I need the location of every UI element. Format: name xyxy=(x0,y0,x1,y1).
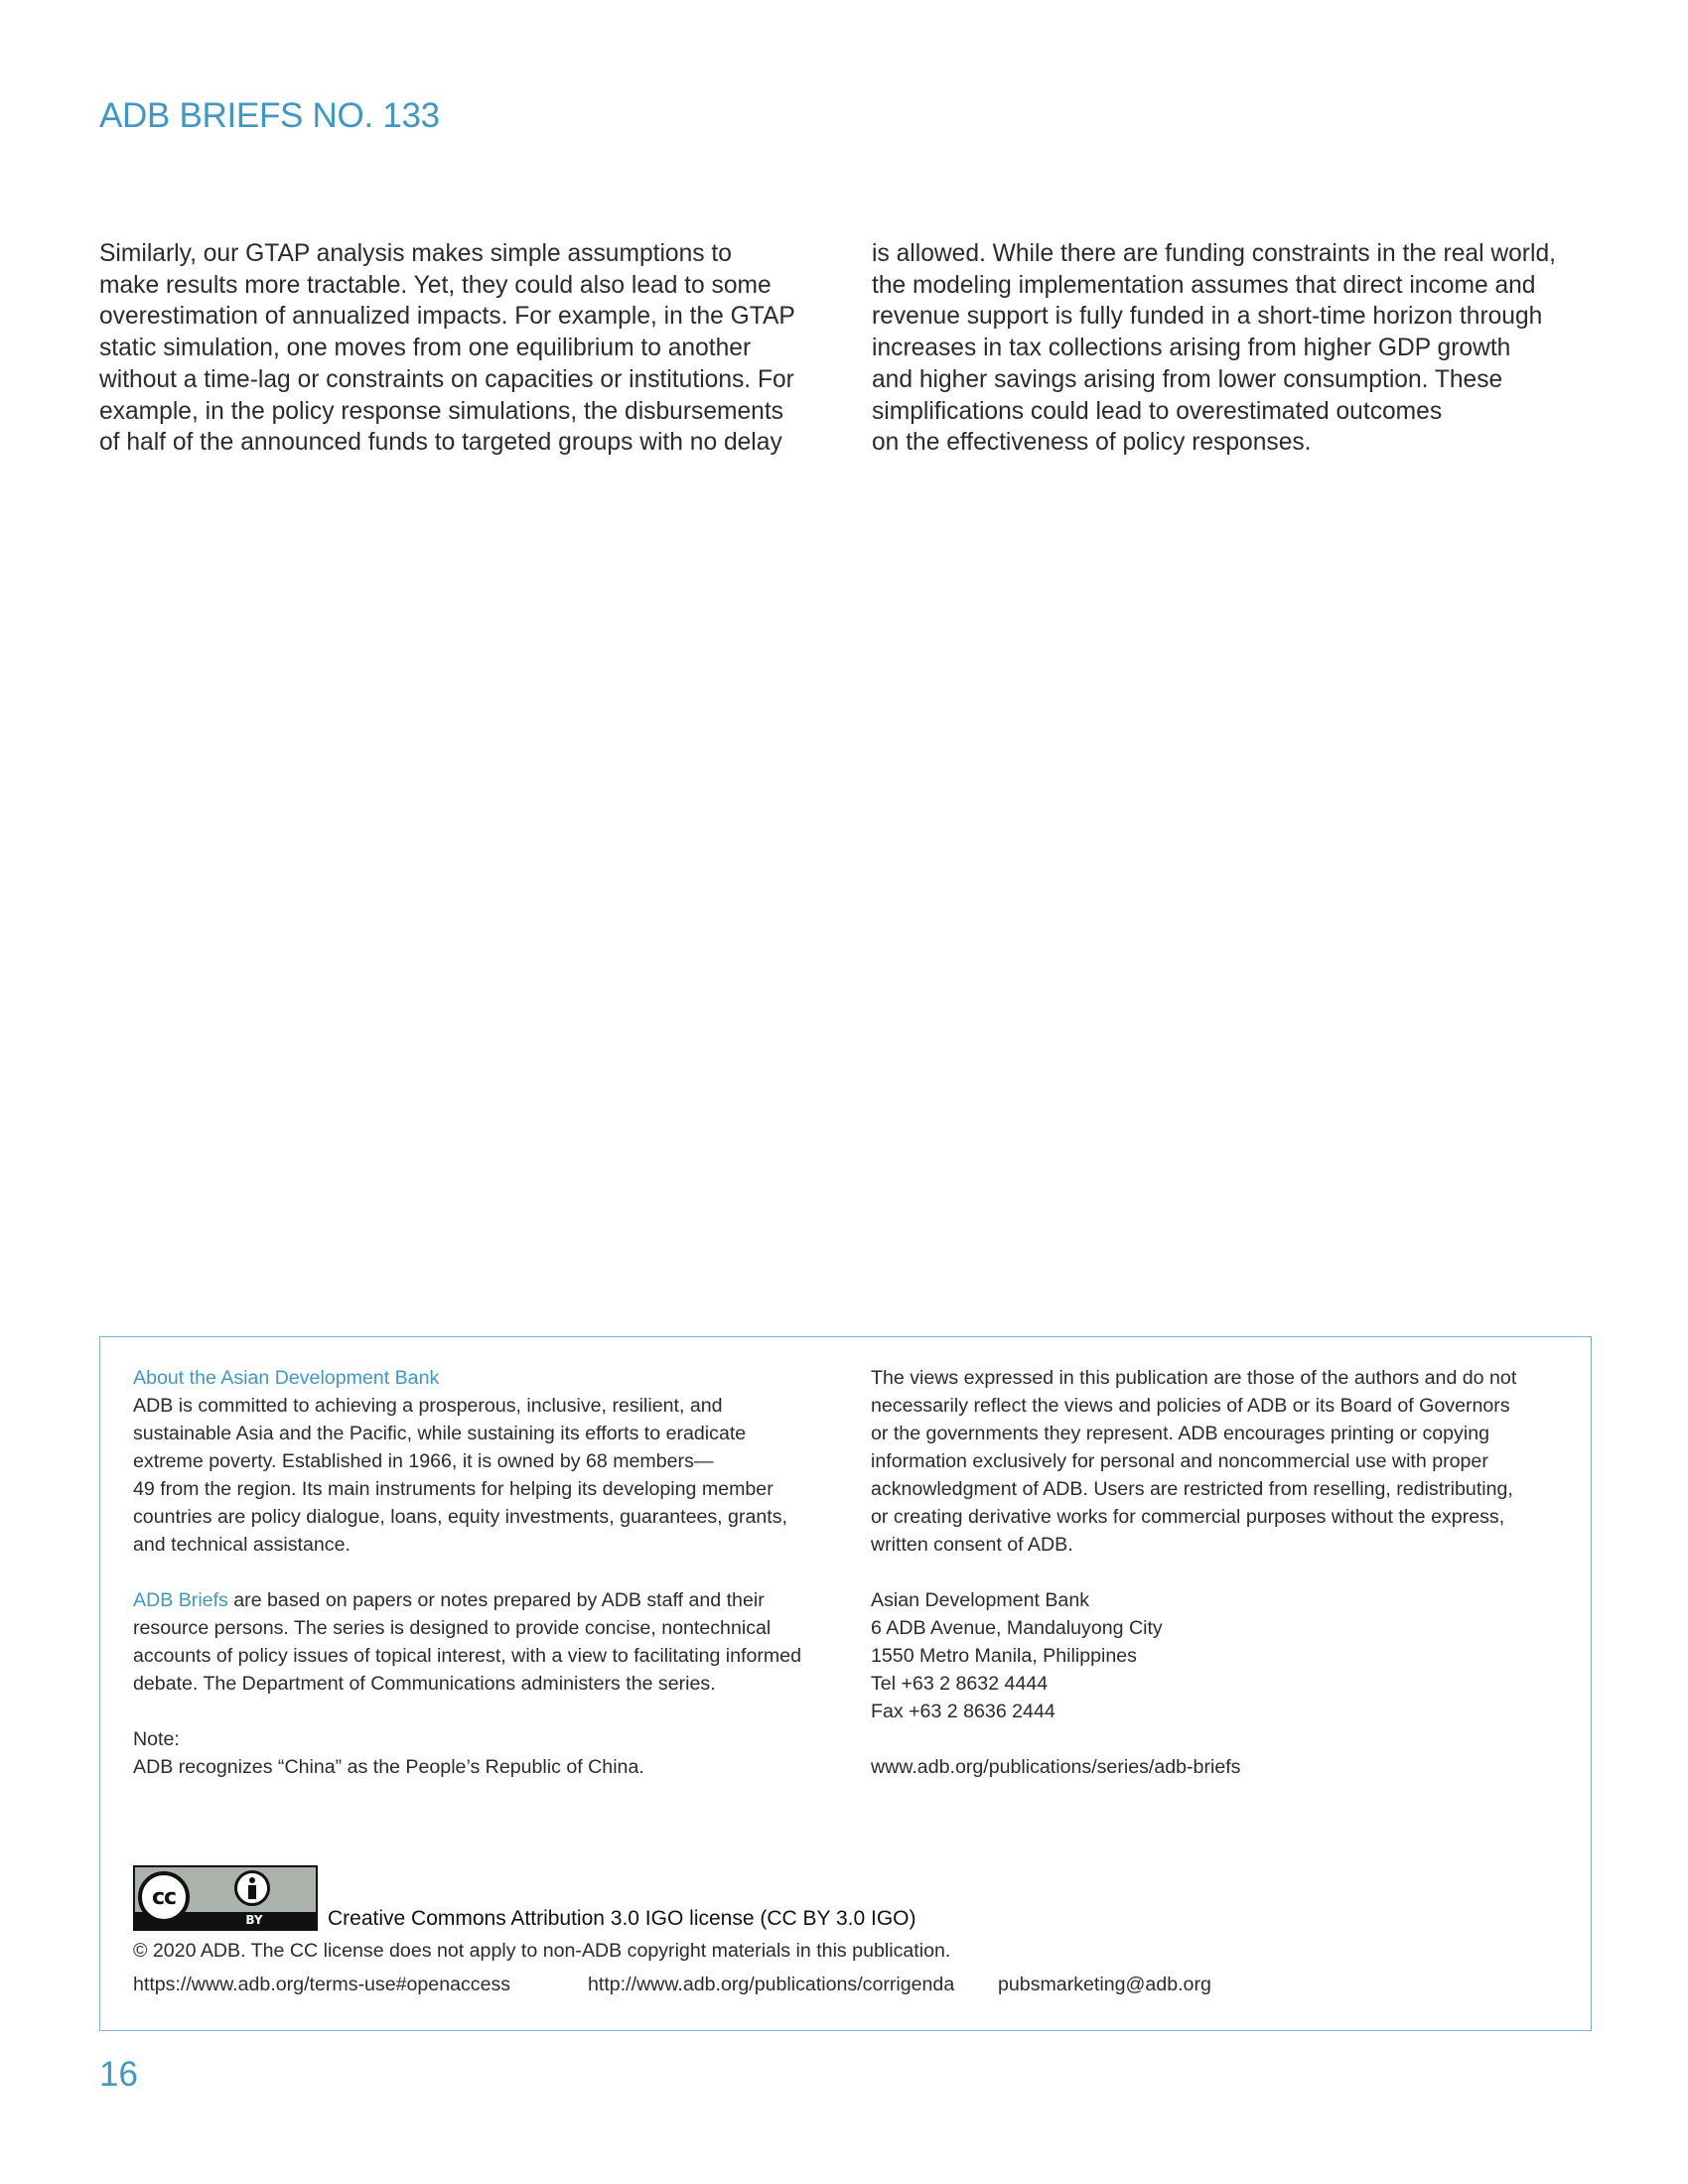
body-line: on the effectiveness of policy responses. xyxy=(872,429,1312,457)
note-label: Note: xyxy=(133,1728,180,1750)
views-line: acknowledgment of ADB. Users are restricted from reselling, redistributing, xyxy=(871,1478,1513,1500)
body-line: simplifications could lead to overestimated outcomes xyxy=(872,397,1443,425)
address-line: Tel +63 2 8632 4444 xyxy=(871,1673,1049,1695)
copyright-notice: © 2020 ADB. The CC license does not apply to non-ADB copyright materials in this publication. xyxy=(133,1940,951,1962)
body-line: revenue support is fully funded in a short-time horizon through xyxy=(872,303,1543,331)
views-line: written consent of ADB. xyxy=(871,1534,1073,1556)
cc-license-text: Creative Commons Attribution 3.0 IGO license (CC BY 3.0 IGO) xyxy=(328,1907,916,1930)
attribution-person-icon xyxy=(234,1870,270,1906)
cc-icon: cc xyxy=(138,1871,190,1923)
about-heading: About the Asian Development Bank xyxy=(133,1367,440,1389)
views-line: necessarily reflect the views and policies of ADB or its Board of Governors xyxy=(871,1395,1510,1417)
body-line: is allowed. While there are funding constraints in the real world, xyxy=(872,240,1556,267)
views-line: or creating derivative works for commercial purposes without the express, xyxy=(871,1506,1505,1528)
footer-links xyxy=(133,1971,1211,1998)
by-label: BY xyxy=(245,1913,263,1927)
body-line: static simulation, one moves from one equilibrium to another xyxy=(99,335,752,362)
body-column-right xyxy=(872,238,1579,459)
body-line: increases in tax collections arising from higher GDP growth xyxy=(872,335,1511,362)
cc-license-row xyxy=(133,1863,916,1931)
cc-by-badge[interactable] xyxy=(133,1865,318,1931)
about-line: and technical assistance. xyxy=(133,1534,351,1556)
body-line: the modeling implementation assumes that direct income and xyxy=(872,271,1536,299)
adb-briefs-link[interactable]: ADB Briefs xyxy=(133,1589,228,1611)
corrigenda-link[interactable]: http://www.adb.org/publications/corrigenda xyxy=(588,1974,955,1995)
about-line: countries are policy dialogue, loans, equity investments, guarantees, grants, xyxy=(133,1506,787,1528)
briefs-line: resource persons. The series is designed to provide concise, nontechnical xyxy=(133,1617,772,1639)
address-line: 6 ADB Avenue, Mandaluyong City xyxy=(871,1617,1163,1639)
briefs-line-rest: are based on papers or notes prepared by ADB staff and their xyxy=(227,1589,765,1611)
note-text: ADB recognizes “China” as the People’s Republic of China. xyxy=(133,1756,644,1778)
email-link[interactable]: pubsmarketing@adb.org xyxy=(998,1974,1211,1995)
address-line: Asian Development Bank xyxy=(871,1589,1090,1611)
body-line: Similarly, our GTAP analysis makes simple assumptions to xyxy=(99,240,732,267)
views-line: information exclusively for personal and noncommercial use with proper xyxy=(871,1450,1488,1472)
footer-column-right xyxy=(871,1364,1566,1781)
body-line: and higher savings arising from lower consumption. These xyxy=(872,365,1503,393)
body-line: example, in the policy response simulations, the disbursements xyxy=(99,397,783,425)
about-line: 49 from the region. Its main instruments for helping its developing member xyxy=(133,1478,774,1500)
body-column-left xyxy=(99,238,814,459)
address-line: Fax +63 2 8636 2444 xyxy=(871,1701,1055,1722)
briefs-line xyxy=(133,1586,848,1614)
briefs-line: debate. The Department of Communications administers the series. xyxy=(133,1673,716,1695)
body-line: make results more tractable. Yet, they could also lead to some xyxy=(99,271,772,299)
about-line: ADB is committed to achieving a prosperous, inclusive, resilient, and xyxy=(133,1395,723,1417)
page-number: 16 xyxy=(99,2055,138,2094)
body-line: overestimation of annualized impacts. For example, in the GTAP xyxy=(99,303,795,331)
terms-link[interactable]: https://www.adb.org/terms-use#openaccess xyxy=(133,1974,511,1995)
publication-info-box xyxy=(99,1336,1592,2031)
views-line: The views expressed in this publication are those of the authors and do not xyxy=(871,1367,1517,1389)
website-link[interactable]: www.adb.org/publications/series/adb-briefs xyxy=(871,1756,1241,1778)
about-line: sustainable Asia and the Pacific, while sustaining its efforts to eradicate xyxy=(133,1423,747,1444)
body-line: without a time-lag or constraints on capacities or institutions. For xyxy=(99,365,794,393)
footer-column-left xyxy=(133,1364,848,1781)
body-line: of half of the announced funds to targeted groups with no delay xyxy=(99,429,782,457)
views-line: or the governments they represent. ADB encourages printing or copying xyxy=(871,1423,1490,1444)
about-line: extreme poverty. Established in 1966, it is owned by 68 members— xyxy=(133,1450,714,1472)
address-line: 1550 Metro Manila, Philippines xyxy=(871,1645,1137,1667)
header-title: ADB BRIEFS NO. 133 xyxy=(99,96,440,135)
briefs-line: accounts of policy issues of topical interest, with a view to facilitating informed xyxy=(133,1645,802,1667)
